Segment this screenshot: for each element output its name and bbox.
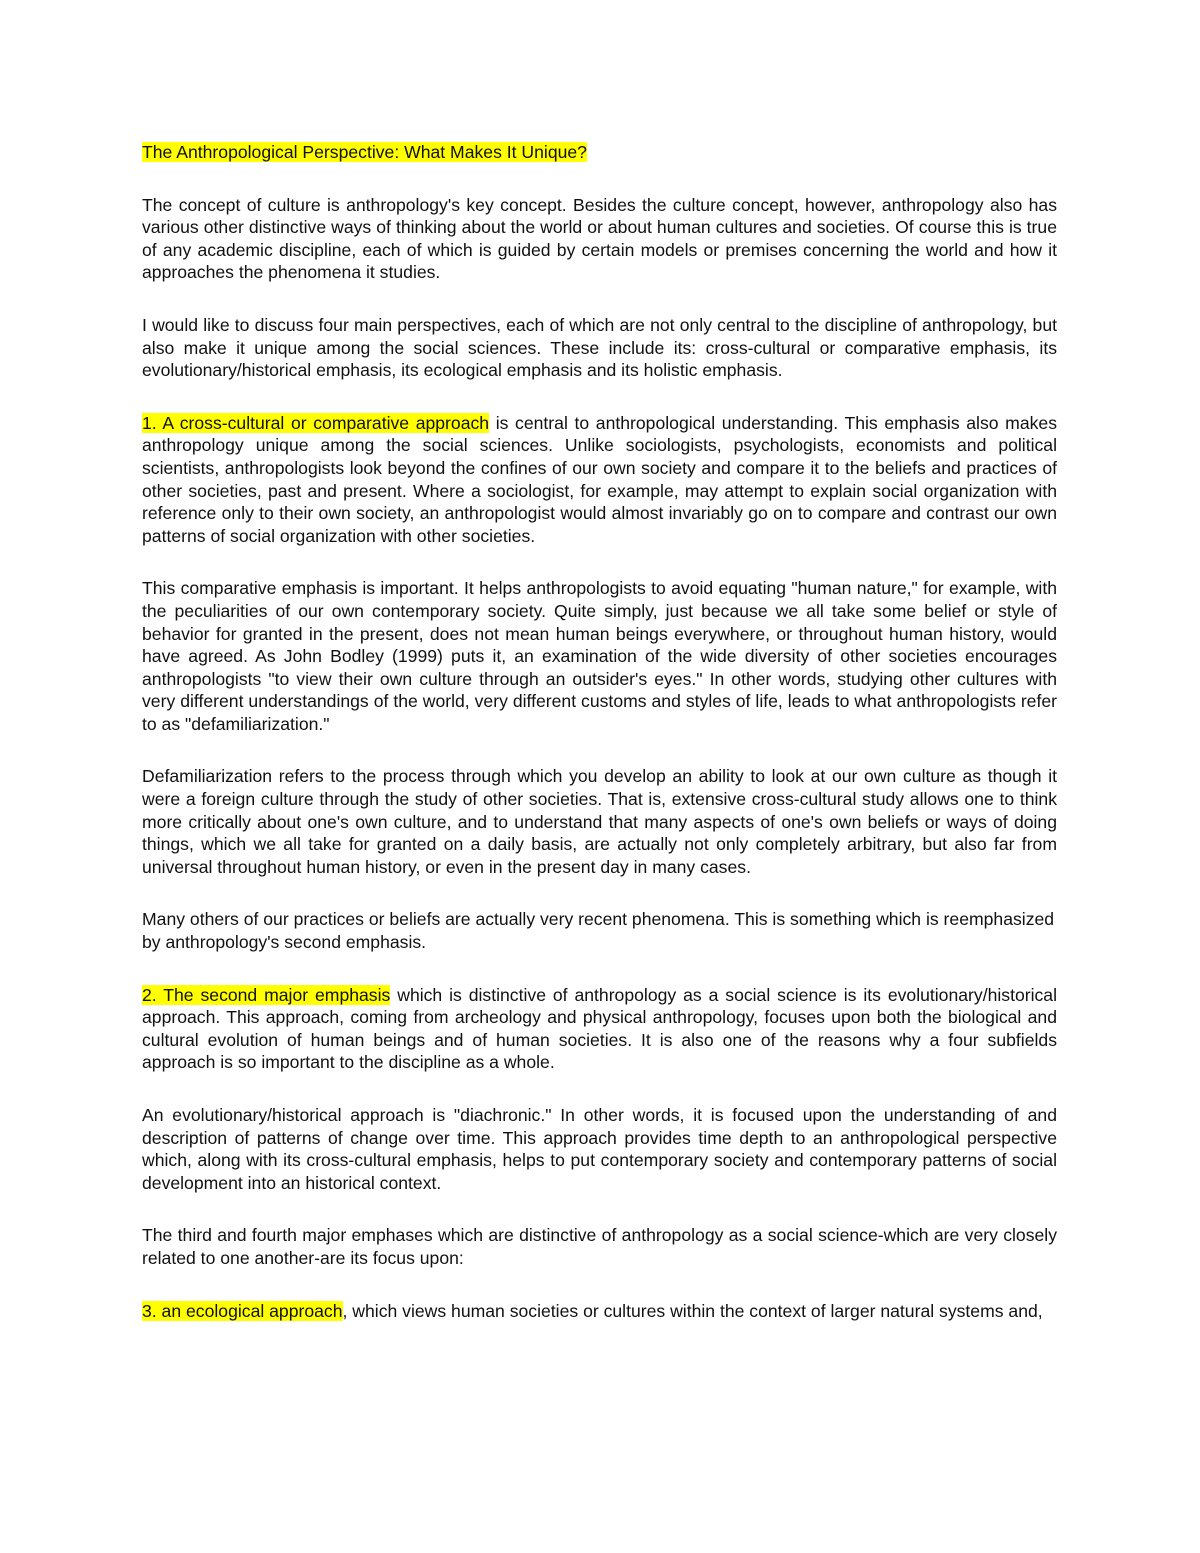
paragraph-second-emphasis [142,984,1057,1074]
paragraph-text: An evolutionary/historical approach is "diachronic." In other words, it is focused upon the understanding of and description of patterns of change over time. This approach provides time depth to an anthropological perspective which, along with its cross-cultural emphasis, helps to put contemporary society and contemporary patterns of social development into an historical context. [142,1105,1057,1193]
highlighted-heading: 3. an ecological approach [142,1300,343,1321]
document-body [142,141,1057,1352]
paragraph-diachronic [142,1104,1057,1194]
paragraph-defamiliarization [142,765,1057,878]
paragraph-text: Many others of our practices or beliefs are actually very recent phenomena. This is something which is reemphasized by anthropology's second emphasis. [142,909,1055,953]
title-highlight: The Anthropological Perspective: What Makes It Unique? [142,142,587,162]
paragraph-cross-cultural [142,412,1057,548]
paragraph-four-perspectives [142,314,1057,382]
paragraph-text: which is distinctive of anthropology as a social science is its evolutionary/historical approach. This approach, coming from archeology and physical anthropology, focuses upon both the biological and cultural evolution of human beings and of human societies. It is also one of the reasons why a four subfields approach is so important to the discipline as a whole. [142,984,1057,1073]
highlighted-heading: 2. The second major emphasis [142,984,391,1005]
paragraph-text: is central to anthropological understanding. This emphasis also makes anthropology unique among the social sciences. Unlike sociologists, psychologists, economists and political scientists, anthropologists look beyond the confines of our own society and compare it to the beliefs and practices of other societies, past and present. Where a sociologist, for example, may attempt to explain social organization with reference only to their own society, an anthropologist would almost invariably go on to compare and contrast our own patterns of social organization with other societies. [142,412,1057,546]
paragraph-culture-concept [142,194,1057,284]
paragraph-text: The third and fourth major emphases which are distinctive of anthropology as a social science-which are very closely related to one another-are its focus upon: [142,1225,1057,1268]
paragraph-comparative-emphasis [142,577,1057,735]
document-title [142,141,1057,164]
paragraph-text: This comparative emphasis is important. It helps anthropologists to avoid equating "human nature," for example, with the peculiarities of our own contemporary society. Quite simply, just because we all take some belief or style of behavior for granted in the present, does not mean human beings everywhere, or throughout human history, would have agreed. As John Bodley (1999) puts it, an examination of the wide diversity of other societies encourages anthropologists "to view their own culture through an outsider's eyes." In other words, studying other cultures with very different understandings of the world, very different customs and styles of life, leads to what anthropologists refer to as "defamiliarization." [142,578,1057,734]
paragraph-text: The concept of culture is anthropology's key concept. Besides the culture concept, however, anthropology also has various other distinctive ways of thinking about the world or about human cultures and societies. Of course this is true of any academic discipline, each of which is guided by certain models or premises concerning the world and how it approaches the phenomena it studies. [142,194,1057,283]
paragraph-recent-phenomena [142,908,1057,953]
paragraph-text: , which views human societies or cultures within the context of larger natural systems and, [342,1300,1043,1321]
paragraph-text: Defamiliarization refers to the process through which you develop an ability to look at our own culture as though it were a foreign culture through the study of other societies. That is, extensive cross-cultural study allows one to think more critically about one's own culture, and to understand that many aspects of one's own beliefs or ways of doing things, which we all take for granted on a daily basis, are actually not only completely arbitrary, but also far from universal throughout human history, or even in the present day in many cases. [142,766,1057,877]
paragraph-text: I would like to discuss four main perspectives, each of which are not only central to the discipline of anthropology, but also make it unique among the social sciences. These include its: cross-cultural or comparative emphasis, its evolutionary/historical emphasis, its ecological emphasis and its holistic emphasis. [142,314,1057,381]
paragraph-ecological [142,1300,1057,1323]
highlighted-heading: 1. A cross-cultural or comparative approach [142,412,490,433]
paragraph-third-fourth [142,1224,1057,1269]
